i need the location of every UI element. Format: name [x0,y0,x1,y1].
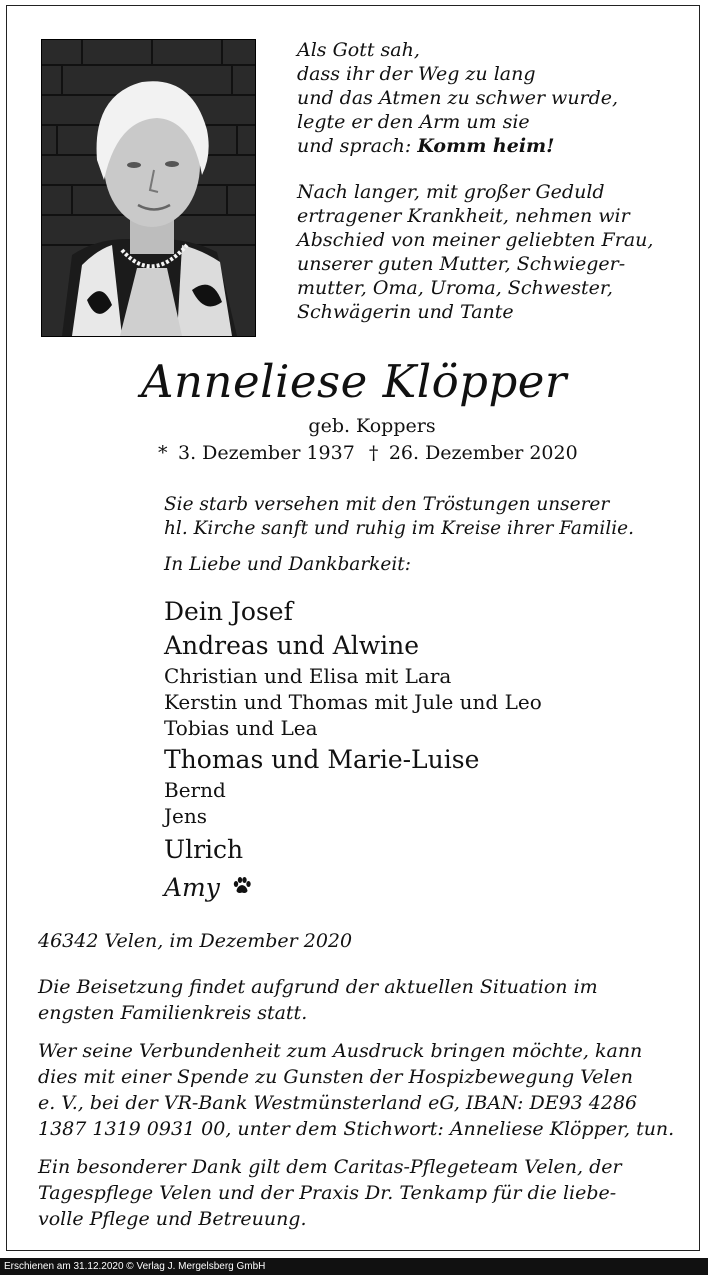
poem-line: Als Gott sah, [297,39,420,61]
life-dates [158,441,578,465]
deceased-name: Anneliese Klöpper [141,355,567,408]
intro-line: Nach langer, mit großer Geduld [297,181,605,203]
poem-bold-phrase: Komm heim! [417,135,555,157]
intro-line: unserer guten Mutter, Schwieger- [297,253,626,275]
family-sub-name: Tobias und Lea [164,716,318,740]
birth-date: 3. Dezember 1937 [178,442,355,464]
death-date: 26. Dezember 2020 [388,442,578,464]
burial-line: Die Beisetzung findet aufgrund der aktuellen Situation im [38,976,598,998]
poem-line: und das Atmen zu schwer wurde, [297,87,619,109]
family-list [164,595,542,905]
passage-line: Sie starb versehen mit den Tröstungen unserer [164,494,610,515]
thanks-line: volle Pflege und Betreuung. [38,1208,307,1230]
family-sub-name: Kerstin und Thomas mit Jule und Leo [164,690,542,714]
family-main-name: Andreas und Alwine [164,631,420,660]
birth-name: geb. Koppers [308,415,436,437]
publication-footer: Erschienen am 31.12.2020 © Verlag J. Mergelsberg GmbH [0,1258,708,1275]
poem-line: dass ihr der Weg zu lang [297,63,536,85]
intro-line: Abschied von meiner geliebten Frau, [297,229,654,251]
family-main-name: Thomas und Marie-Luise [164,745,480,774]
family-sub-name: Jens [164,804,207,828]
portrait-photo [41,39,256,337]
thanks-notice [38,1154,672,1232]
poem-line: legte er den Arm um sie [297,111,530,133]
passage-line: hl. Kirche sanft und ruhig im Kreise ihrer Familie. [164,518,635,539]
pet-name: Amy [164,873,220,902]
intro-line: ertragener Krankheit, nehmen wir [297,205,630,227]
intro-line: Schwägerin und Tante [297,301,514,323]
thanks-line: Tagespflege Velen und der Praxis Dr. Tenkamp für die liebe- [38,1182,617,1204]
place-date: 46342 Velen, im Dezember 2020 [38,930,353,952]
family-pet-line [164,871,542,905]
family-sub-name: Christian und Elisa mit Lara [164,664,452,688]
poem-last-prefix: und sprach: [297,135,418,157]
donation-line: e. V., bei der VR-Bank Westmünsterland eG, IBAN: DE93 4286 [38,1092,638,1114]
love-line: In Liebe und Dankbarkeit: [164,554,411,575]
donation-notice [38,1038,675,1142]
paw-icon [232,870,252,904]
family-main-name: Dein Josef [164,597,293,626]
burial-notice [38,974,672,1026]
donation-line: 1387 1319 0931 00, unter dem Stichwort: Anneliese Klöpper, tun. [38,1118,675,1140]
farewell-poem [297,38,677,324]
burial-line: engsten Familienkreis statt. [38,1002,308,1024]
donation-line: Wer seine Verbundenheit zum Ausdruck bringen möchte, kann [38,1040,643,1062]
family-sub-name: Bernd [164,778,226,802]
intro-line: mutter, Oma, Uroma, Schwester, [297,277,613,299]
passage-text [164,493,674,541]
thanks-line: Ein besonderer Dank gilt dem Caritas-Pflegeteam Velen, der [38,1156,622,1178]
donation-line: dies mit einer Spende zu Gunsten der Hospizbewegung Velen [38,1066,633,1088]
death-symbol-icon: † [368,442,379,464]
poem-last-line [297,134,677,158]
family-main-name: Ulrich [164,835,244,864]
birth-symbol: * [158,442,168,464]
